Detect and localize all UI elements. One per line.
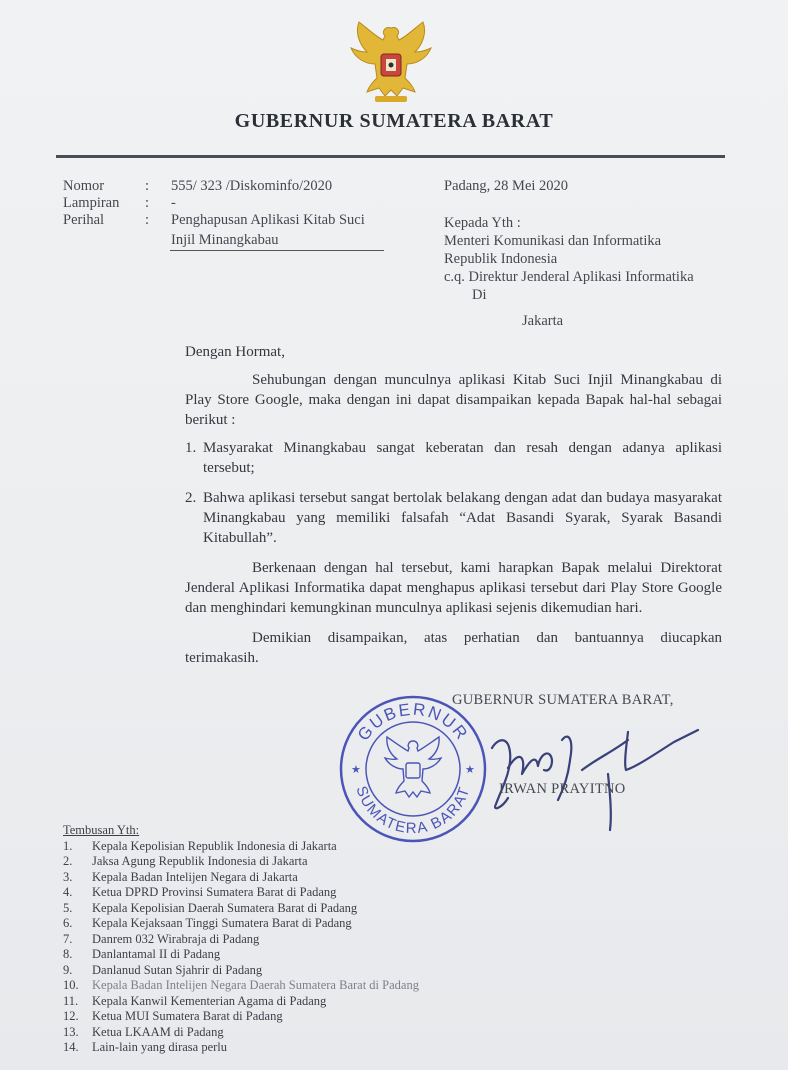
list-number: 1. [63, 838, 73, 853]
address-line: Di [472, 287, 487, 303]
recipient-address [444, 214, 694, 330]
list-text: Ketua MUI Sumatera Barat di Padang [92, 1009, 283, 1023]
carbon-copy-list [63, 823, 419, 1056]
list-item [63, 932, 419, 948]
list-number: 4. [63, 885, 73, 899]
list-number: 6. [63, 916, 73, 930]
signatory-name: IRWAN PRAYITNO [499, 781, 626, 797]
list-number: 14. [63, 1040, 79, 1054]
list-item [63, 885, 419, 901]
list-text: Danlantamal II di Padang [92, 947, 221, 961]
list-number: 13. [63, 1024, 79, 1039]
address-line: Republik Indonesia [444, 251, 558, 267]
list-number: 2. [185, 490, 197, 506]
list-text: Kepala Kepolisian Daerah Sumatera Barat di Padang [92, 900, 358, 915]
list-text: Kepala Badan Intelijen Negara di Jakarta [92, 869, 298, 884]
stamp-garuda-icon [385, 737, 441, 797]
stamp-bottom-text: SUMATERA BARAT [352, 783, 474, 838]
meta-colon: : [145, 195, 150, 211]
address-line: Kepada Yth : [444, 215, 521, 231]
list-text: Kepala Kanwil Kementerian Agama di Padang [92, 993, 327, 1008]
list-text: Kepala Badan Intelijen Negara Daerah Sumatera Barat di Padang [92, 978, 419, 992]
points-list [185, 438, 722, 548]
list-number: 7. [63, 931, 73, 946]
list-item [63, 870, 419, 886]
list-item [185, 488, 722, 548]
list-item [63, 947, 419, 963]
list-text: Jaksa Agung Republik Indonesia di Jakarta [92, 854, 308, 868]
meta-label: Lampiran [63, 195, 120, 211]
list-number: 8. [63, 947, 73, 961]
salutation: Dengan Hormat, [185, 344, 285, 360]
meta-value: Penghapusan Aplikasi Kitab Suci [171, 212, 365, 228]
paragraph-intro: Sehubungan dengan munculnya aplikasi Kitab Suci Injil Minangkabau di Play Store Google, maka dengan ini dapat disampaikan kepada Bapak hal-hal sebagai berikut : [185, 372, 722, 428]
list-number: 11. [63, 993, 79, 1008]
list-text: Bahwa aplikasi tersebut sangat bertolak belakang dengan adat dan budaya masyarakat Minangkabau yang memiliki falsafah “Adat Basandi Syarak, Syarak Basandi Kitabullah”. [203, 490, 722, 546]
list-item [63, 1040, 419, 1056]
list-number: 9. [63, 962, 73, 977]
list-item [63, 901, 419, 917]
list-text: Ketua DPRD Provinsi Sumatera Barat di Padang [92, 885, 337, 899]
perihal-line-2: Injil Minangkabau [171, 232, 279, 248]
list-text: Masyarakat Minangkabau sangat keberatan dan resah dengan adanya aplikasi tersebut; [203, 440, 722, 476]
meta-label: Nomor [63, 178, 105, 194]
perihal-underline [170, 250, 384, 251]
paragraph-closing: Demikian disampaikan, atas perhatian dan bantuannya diucapkan terimakasih. [185, 630, 722, 666]
address-city: Jakarta [522, 313, 564, 329]
list-item [63, 839, 419, 855]
list-number: 5. [63, 900, 73, 915]
list-text: Ketua LKAAM di Padang [92, 1024, 224, 1039]
list-item [63, 994, 419, 1010]
cc-heading: Tembusan Yth: [63, 823, 140, 837]
meta-colon: : [145, 178, 150, 194]
meta-value: 555/ 323 /Diskominfo/2020 [171, 178, 333, 194]
list-text: Danrem 032 Wirabraja di Padang [92, 931, 260, 946]
handwritten-signature [478, 708, 708, 838]
list-text: Lain-lain yang dirasa perlu [92, 1040, 228, 1054]
meta-row-nomor [63, 178, 365, 195]
list-text: Kepala Kejaksaan Tinggi Sumatera Barat di Padang [92, 916, 352, 930]
list-item [63, 978, 419, 994]
list-item [63, 1009, 419, 1025]
list-item [63, 854, 419, 870]
list-item [63, 963, 419, 979]
list-item [185, 438, 722, 478]
list-item [63, 916, 419, 932]
list-text: Kepala Kepolisian Republik Indonesia di Jakarta [92, 838, 337, 853]
letter-date: Padang, 28 Mei 2020 [444, 178, 569, 194]
letter-body [185, 342, 722, 668]
svg-text:★: ★ [465, 763, 475, 776]
meta-label: Perihal [63, 212, 105, 228]
list-number: 10. [63, 978, 79, 992]
paragraph-request: Berkenaan dengan hal tersebut, kami harapkan Bapak melalui Direktorat Jenderal Aplikasi Informatika dapat menghapus aplikasi tersebut dari Play Store Google dan menghindari kemungkinan munculnya aplikasi sejenis dikemudian hari. [185, 560, 722, 616]
stamp-top-text: GUBERNUR [353, 699, 473, 745]
meta-row-lampiran [63, 195, 365, 212]
letter-meta [63, 178, 365, 229]
list-number: 12. [63, 1009, 79, 1023]
meta-row-perihal [63, 212, 365, 229]
list-item [63, 1025, 419, 1041]
letterhead-title: GUBERNUR SUMATERA BARAT [234, 110, 554, 132]
address-line: c.q. Direktur Jenderal Aplikasi Informatika [444, 269, 694, 285]
letterhead-divider [56, 155, 725, 158]
list-number: 1. [185, 440, 197, 456]
garuda-emblem-icon [345, 18, 437, 104]
meta-value: - [171, 195, 176, 211]
list-number: 3. [63, 869, 73, 884]
list-text: Danlanud Sutan Sjahrir di Padang [92, 962, 263, 977]
signatory-title: GUBERNUR SUMATERA BARAT, [452, 692, 674, 708]
svg-text:★: ★ [351, 763, 361, 776]
list-number: 2. [63, 854, 73, 868]
address-line: Menteri Komunikasi dan Informatika [444, 233, 662, 249]
meta-colon: : [145, 212, 150, 228]
